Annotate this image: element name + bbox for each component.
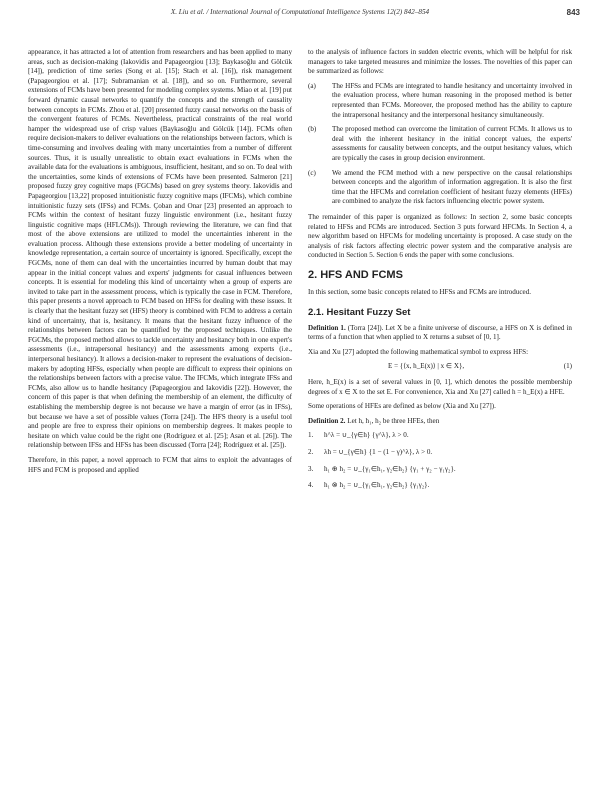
here-paragraph: Here, h_E(x) is a set of several values in [0, 1], which denotes the possible membership degrees of x ∈ X to the set E. For convenience, Xia and Xu [27] called h = h_E(x) a HFE.	[308, 378, 572, 396]
right-column	[308, 48, 572, 498]
op-formula: h^λ = ∪_{γ∈h} {γ^λ}, λ > 0.	[324, 431, 409, 440]
body-paragraph: Therefore, in this paper, a novel approach to FCM that aims to exploit the advantages of HFS and FCM is proposed and applied	[28, 455, 292, 474]
definition-1	[308, 324, 572, 343]
operations-list	[308, 431, 572, 490]
definition-label: Definition 2.	[308, 416, 346, 425]
section-intro: In this section, some basic concepts related to HFSs and FCMs are introduced.	[308, 288, 532, 297]
list-text: The proposed method can overcome the limitation of current FCMs. It allows us to deal with the inherent hesitancy in the initial concept values, the experts' assessments for causality between concepts, and the output hesitancy values, which are typically the cases in group decision environment.	[332, 125, 572, 162]
equation-body: E = {⟨x, h_E(x)⟩ | x ∈ X},	[388, 362, 465, 371]
section-heading: 2. HFS AND FCMS	[308, 268, 403, 281]
left-column	[28, 48, 292, 480]
list-label: (b)	[308, 125, 317, 134]
list-text: The HFSs and FCMs are integrated to handle hesitancy and uncertainty involved in the evaluation process, where human reasoning in the proposed method is better represented than FCMs. Moreover, the proposed method has the ability to capture the intrapersonal hesitancy and the interpersonal hesitancy simultaneously.	[332, 81, 572, 119]
body-paragraph: appearance, it has attracted a lot of attention from researchers and has been applied to many areas, such as decision-making (Iakovidis and Papageorgiou [13]; Baykasoğlu and Gölcük [14]), prediction of time series (Song et al. [15]; Stach et al. [16]), risk management (Papageorgiou et al. [17]; Subramanian et al. [18]), and so on. Furthermore, several extensions of FCMs have been presented for modeling complex systems. Miao et al. [19] put forward dynamic causal networks to quantify the concepts and the strength of causality between concepts in FCMs. Zhou et al. [20] presented fuzzy causal networks on the basis of the convergent features of FCMs. Nevertheless, practical constraints of the real world hamper the widespread use of crisp values (Baykasoğlu and Gölcük [14]). FCMs often require decision-makers to deliver evaluations on the relationships between factors, which is time-consuming and involves dealing with many uncertainties from a number of different sources. Thus, it is usually unrealistic to obtain exact evaluations in FCMs when the available data for the evaluations is ambiguous, insufficient, hesitant, and so on. To deal with the uncertainties, some kinds of extensions of FCMs have been presented. Salmeron [21] proposed fuzzy grey cognitive maps (FGCMs) based on grey systems theory. Iakovidis and Papageorgiou [13,22] proposed intuitionistic fuzzy cognitive maps (IFCMs), which combine intuitionistic fuzzy sets (IFSs) and FCMs. Çoban and Onar [23] presented an approach to FCMs within the context of hesitant fuzzy linguistic environment (i.e., hesitant fuzzy linguistic cognitive maps (HFLCMs)). Through reviewing the literature, we can find that most of the above extensions are utilized to model the uncertainties inherent in the evaluation process. Although these extensions provide a better modeling of uncertainty in knowledge representation, a certain source of uncertainty is ignored. Specifically, except the FGCMs, none of them can deal with the uncertainties incurred by human doubt that may appear in the initial concept values and experts' judgments for casual influences between concepts. It is essential for modeling this kind of uncertainty when a group of experts are invited to take part in the assessment process, which is typically the case in FCM. Therefore, this paper presents a novel approach to FCM based on HFSs for dealing with these issues. It is clearly that the hesitant fuzzy set (HFS) theory is combined with FCM to address a certain kind of uncertainty, that is, hesitancy. It means that the hesitant fuzzy influence of the relationships between factors can be quantified by the proposed techniques. Unlike the FGCMs, the proposed method allows to tackle uncertainty and hesitancy both in one expert's assessments (i.e., intrapersonal hesitancy) and the assessments among experts (i.e., interpersonal hesitancy). It allows a decision-maker to represent the evaluations of decision-makers by adopting HFSs, especially when people are difficult to express their opinions on the relationships between factors with a precise value. The IFCMs, which integrate IFSs and FCMs, also allow us to handle hesitancy (Papageorgiou and Iakovidis [22]). However, the concern of this paper is that when defining the membership of an element, the difficulty of establishing the membership degree is not because we have a margin of error (as in IFSs), but because we have a set of possible values (Torra [24]). The HFS theory is a useful tool and people are free to express their opinions on membership degrees. It makes people to hesitate on which value could be the right one (Rodríguez et al. [25]; Asan et al. [26]). The relationship between IFSs and HFSs has been discussed (Torra [24]; Rodríguez et al. [25]).	[28, 48, 293, 450]
definition-label: Definition 1.	[308, 323, 346, 332]
equation-1	[308, 362, 572, 372]
list-label: (a)	[308, 81, 316, 90]
definition-text: Let h, h₁, h₂ be three HFEs, then	[347, 416, 440, 425]
subsection-heading: 2.1. Hesitant Fuzzy Set	[308, 307, 411, 319]
list-item	[308, 125, 572, 163]
list-item	[308, 431, 572, 441]
running-title: X. Liu et al. / International Journal of Computational Intelligence Systems 12(2) 842–854	[170, 8, 430, 16]
novelty-list	[308, 82, 572, 207]
xia-paragraph: Xia and Xu [27] adopted the following mathematical symbol to express HFS:	[308, 347, 529, 356]
list-text: We amend the FCM method with a new perspective on the causal relationships between concepts and the algorithm of information aggregation. It is also the first time that the HFCMs and correlation coefficient of hesitant fuzzy elements (HFEs) are combined to analyze the risk factors influencing electric power system.	[332, 168, 572, 206]
op-formula: λh = ∪_{γ∈h} {1 − (1 − γ)^λ}, λ > 0.	[324, 448, 433, 456]
page-number: 843	[566, 8, 580, 17]
list-item	[308, 448, 572, 458]
intro-paragraph: to the analysis of influence factors in sudden electric events, which will be helpful for risk managers to take targeted measures and minimize the losses. The novelties of this paper can be summarized as follows:	[308, 48, 572, 76]
remainder-paragraph: The remainder of this paper is organized as follows: In section 2, some basic concepts related to HFSs and FCMs are introduced. Section 3 puts forward HFCMs. In Section 4, a new algorithm based on HFCMs for modeling uncertainty is proposed. A case study on the analysis of risk factors affecting electric power system and the comparative analysis are conducted in Section 5. Section 6 ends the paper with some conclusions.	[308, 212, 572, 260]
op-number: 1.	[308, 431, 314, 440]
op-number: 3.	[308, 464, 314, 473]
operations-intro: Some operations of HFEs are defined as below (Xia and Xu [27]).	[308, 402, 496, 411]
running-header	[20, 8, 580, 22]
definition-text: (Torra [24]). Let X be a finite universe of discourse, a HFS on X is defined in terms of a function that when applied to X returns a subset of [0, 1].	[308, 323, 572, 342]
op-formula: h₁ ⊕ h₂ = ∪_{γ₁∈h₁, γ₂∈h₂} {γ₁ + γ₂ − γ₁γ₂}.	[324, 464, 456, 473]
equation-number: (1)	[563, 362, 572, 371]
list-item	[308, 481, 572, 491]
list-item	[308, 465, 572, 475]
list-item	[308, 169, 572, 207]
list-label: (c)	[308, 168, 316, 177]
list-item	[308, 82, 572, 120]
op-number: 2.	[308, 448, 314, 456]
definition-2	[308, 417, 572, 427]
op-number: 4.	[308, 481, 314, 490]
op-formula: h₁ ⊗ h₂ = ∪_{γ₁∈h₁, γ₂∈h₂} {γ₁γ₂}.	[324, 481, 430, 490]
